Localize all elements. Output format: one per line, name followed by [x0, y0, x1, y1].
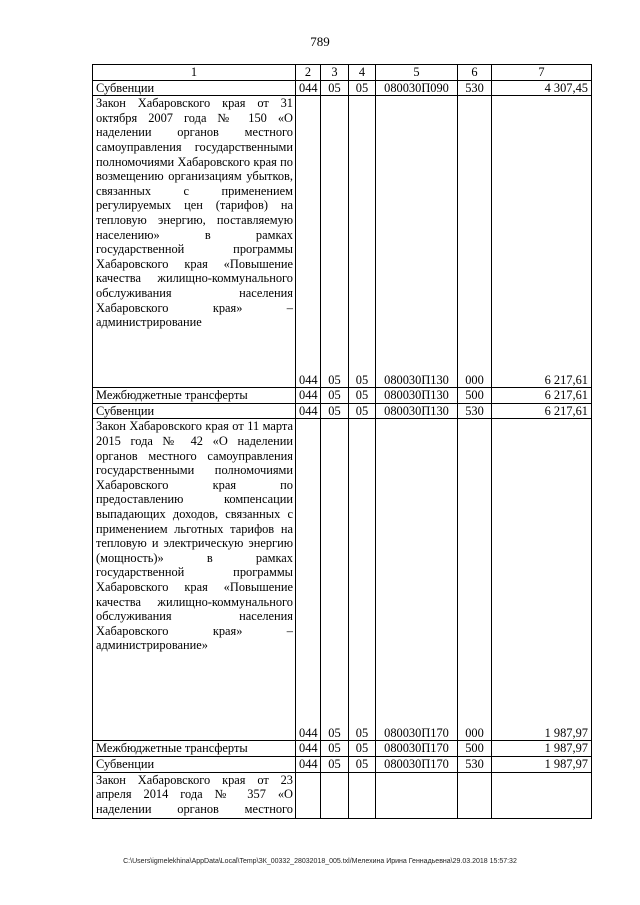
table-row [93, 80, 592, 96]
table-header-row [93, 65, 592, 81]
row-target-article: 080030П130 [376, 96, 458, 388]
table-row [93, 96, 592, 388]
row-section: 05 [321, 388, 349, 404]
header-col-7: 7 [492, 65, 592, 81]
row-target-article: 080030П170 [376, 756, 458, 772]
row-amount: 1 987,97 [492, 419, 592, 741]
row-subsection: 05 [349, 80, 376, 96]
row-ministry-code: 044 [296, 403, 321, 419]
table-row [93, 772, 592, 818]
row-target-article [376, 772, 458, 818]
row-amount: 1 987,97 [492, 756, 592, 772]
row-amount: 6 217,61 [492, 403, 592, 419]
row-expense-type: 000 [458, 419, 492, 741]
table-row [93, 756, 592, 772]
header-col-3: 3 [321, 65, 349, 81]
row-name: Закон Хабаровского края от 11 марта 2015 года № 42 «О наделении органов местного самоуправления государственными полномочиями Хабаровского края по предоставлению компенсации выпадающих доходов, связанных с применением льготных тарифов на тепловую и электрическую энергию (мощность)» в рамках государственной программы Хабаровского края «Повышение качества жилищно-коммунального обслуживания населения Хабаровского края» – администрирование» [93, 419, 296, 741]
row-ministry-code [296, 772, 321, 818]
row-target-article: 080030П090 [376, 80, 458, 96]
row-subsection: 05 [349, 96, 376, 388]
row-expense-type: 500 [458, 388, 492, 404]
row-subsection: 05 [349, 388, 376, 404]
row-expense-type: 000 [458, 96, 492, 388]
row-amount [492, 772, 592, 818]
budget-table [92, 64, 592, 819]
row-section: 05 [321, 741, 349, 757]
row-subsection: 05 [349, 403, 376, 419]
document-path-footer: C:\Users\igmelekhina\AppData\Local\Temp\ЗК_00332_28032018_005.txl/Мелехина Ирина Геннадьевна\29.03.2018 15:57:32 [123, 858, 517, 865]
row-ministry-code: 044 [296, 756, 321, 772]
row-name: Межбюджетные трансферты [93, 741, 296, 757]
row-amount: 4 307,45 [492, 80, 592, 96]
row-ministry-code: 044 [296, 388, 321, 404]
row-target-article: 080030П170 [376, 419, 458, 741]
row-expense-type [458, 772, 492, 818]
row-ministry-code: 044 [296, 419, 321, 741]
row-section: 05 [321, 756, 349, 772]
header-col-4: 4 [349, 65, 376, 81]
row-expense-type: 530 [458, 756, 492, 772]
table-row [93, 741, 592, 757]
row-subsection [349, 772, 376, 818]
row-expense-type: 530 [458, 80, 492, 96]
row-name: Субвенции [93, 756, 296, 772]
row-name: Закон Хабаровского края от 23 апреля 2014 года № 357 «О наделении органов местного [93, 772, 296, 818]
header-col-6: 6 [458, 65, 492, 81]
row-amount: 6 217,61 [492, 388, 592, 404]
header-col-1: 1 [93, 65, 296, 81]
row-subsection: 05 [349, 756, 376, 772]
row-expense-type: 530 [458, 403, 492, 419]
row-name: Закон Хабаровского края от 31 октября 2007 года № 150 «О наделении органов местного самоуправления государственными полномочиями Хабаровского края по возмещению организациям убытков, связанных с применением регулируемых цен (тарифов) на тепловую энергию, поставляемую населению» в рамках государственной программы Хабаровского края «Повышение качества жилищно-коммунального обслуживания населения Хабаровского края» – администрирование [93, 96, 296, 388]
row-ministry-code: 044 [296, 741, 321, 757]
row-target-article: 080030П130 [376, 403, 458, 419]
row-section: 05 [321, 419, 349, 741]
table-row [93, 403, 592, 419]
row-name: Межбюджетные трансферты [93, 388, 296, 404]
row-target-article: 080030П170 [376, 741, 458, 757]
header-col-2: 2 [296, 65, 321, 81]
table-row [93, 388, 592, 404]
row-expense-type: 500 [458, 741, 492, 757]
table-row [93, 419, 592, 741]
page-number: 789 [310, 34, 330, 49]
row-section: 05 [321, 80, 349, 96]
row-ministry-code: 044 [296, 80, 321, 96]
row-section [321, 772, 349, 818]
row-name: Субвенции [93, 403, 296, 419]
row-target-article: 080030П130 [376, 388, 458, 404]
row-subsection: 05 [349, 741, 376, 757]
row-amount: 6 217,61 [492, 96, 592, 388]
row-ministry-code: 044 [296, 96, 321, 388]
row-subsection: 05 [349, 419, 376, 741]
row-amount: 1 987,97 [492, 741, 592, 757]
row-section: 05 [321, 96, 349, 388]
header-col-5: 5 [376, 65, 458, 81]
row-name: Субвенции [93, 80, 296, 96]
row-section: 05 [321, 403, 349, 419]
